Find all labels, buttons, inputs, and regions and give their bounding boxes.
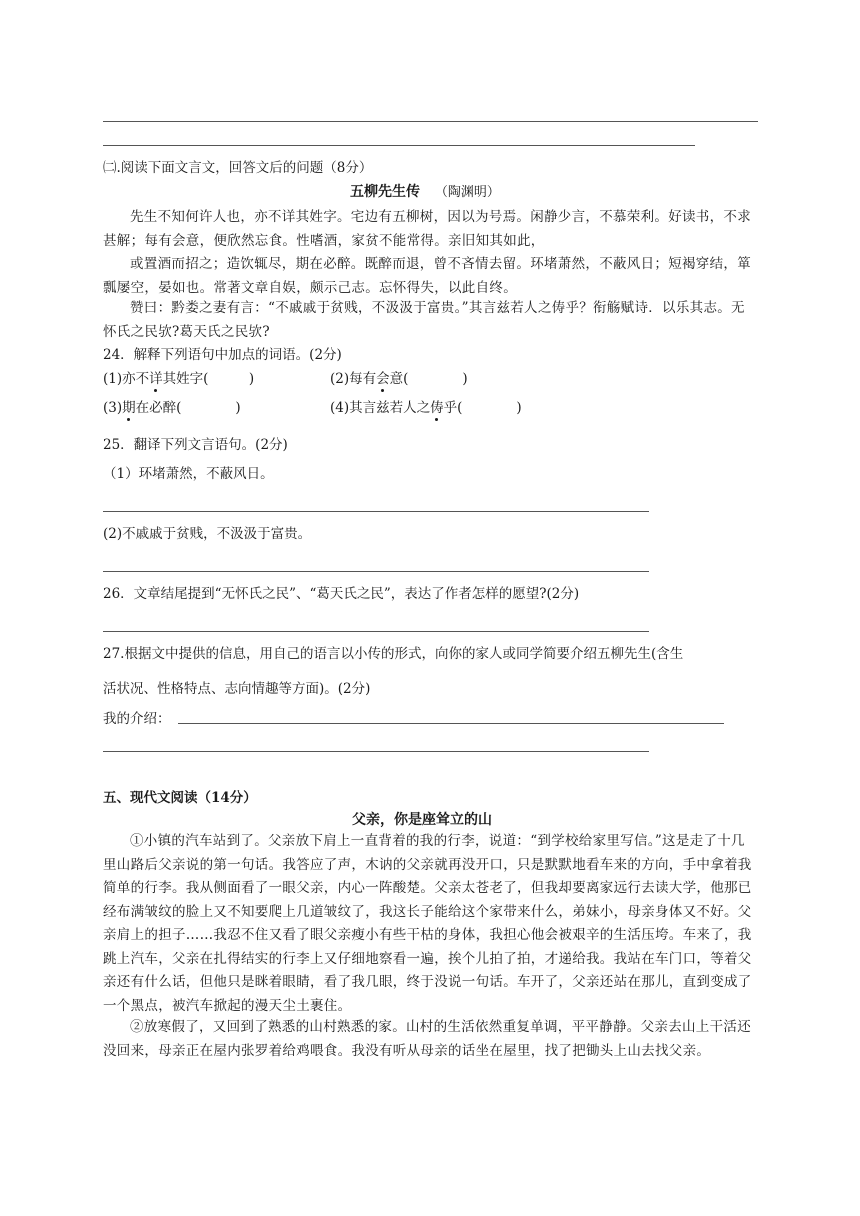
answer-line [103, 511, 649, 512]
question-25-stem: 25．翻译下列文言语句。(2分) [103, 437, 288, 453]
q24-item-1-pre: (1)亦不 [103, 371, 150, 387]
section-heading: ㈡.阅读下面文言文，回答文后的问题（8分） [103, 160, 373, 176]
answer-line [103, 145, 695, 146]
q24-item-4 [330, 400, 522, 416]
answer-line [178, 723, 724, 724]
section-heading: 五、现代文阅读（14分） [103, 790, 257, 806]
q24-item-3 [103, 400, 241, 416]
q24-item-2 [330, 371, 468, 387]
q24-item-4-dotted: 俦 [430, 400, 444, 416]
answer-line [103, 571, 649, 572]
passage-paragraph: 赞曰：黔娄之妻有言：“不戚戚于贫贱，不汲汲于富贵。”其言兹若人之俦乎？衔觞赋诗．以乐其志。无怀氏之民欤?葛天氏之民欤? [103, 300, 745, 340]
q24-item-2-pre: (2)每有 [330, 371, 377, 387]
passage-title: 父亲，你是座耸立的山 [352, 812, 492, 828]
answer-line [103, 631, 649, 632]
question-26-stem: 26．文章结尾提到“无怀氏之民”、“葛天氏之民”，表达了作者怎样的愿望?(2分) [103, 586, 580, 602]
answer-line [103, 751, 649, 752]
my-intro-label: 我的介绍： [103, 711, 171, 727]
q24-item-3-dotted: 期 [122, 400, 136, 416]
passage-title [350, 181, 500, 201]
q24-item-2-dotted: 会 [376, 371, 390, 387]
passage-paragraph: ①小镇的汽车站到了。父亲放下肩上一直背着的我的行李，说道：“到学校给家里写信。”这是走了十几里山路后父亲说的第一句话。我答应了声，木讷的父亲就再没开口，只是默默地看车来的方向，手中拿着我简单的行李。我从侧面看了一眼父亲，内心一阵酸楚。父亲太苍老了，但我却要离家远行去读大学，他那已经布满皱纹的脸上又不知要爬上几道皱纹了，我这长子能给这个家带来什么，弟妹小，母亲身体又不好。父亲肩上的担子……我忍不住又看了眼父亲瘦小有些干枯的身体，我担心他会被艰辛的生活压垮。车来了，我跳上汽车，父亲在扎得结实的行李上又仔细地察看一遍，挨个儿拍了拍，才递给我。我站在车门口，等着父亲还有什么话，但他只是眯着眼睛，看了我几眼，终于没说一句话。车开了，父亲还站在那儿，直到变成了一个黑点，被汽车掀起的漫天尘土裹住。 [103, 833, 752, 1014]
q25-sentence-2: (2)不戚戚于贫贱，不汲汲于富贵。 [103, 526, 312, 542]
q24-item-4-post: 乎( ) [443, 400, 522, 416]
answer-line [103, 121, 758, 122]
q24-item-1 [103, 371, 254, 387]
q24-item-1-post: 其姓字( ) [162, 371, 255, 387]
question-24-stem: 24．解释下列语句中加点的词语。(2分) [103, 347, 342, 363]
passage-title-text: 五柳先生传 [350, 184, 420, 200]
q25-sentence-1: （1）环堵萧然，不蔽风日。 [103, 466, 274, 482]
passage-paragraph: 先生不知何许人也，亦不详其姓字。宅边有五柳树，因以为号焉。闲静少言，不慕荣利。好读书，不求甚解；每有会意，便欣然忘食。性嗜酒，家贫不能常得。亲旧知其如此， [103, 209, 751, 249]
passage-paragraph: ②放寒假了，又回到了熟悉的山村熟悉的家。山村的生活依然重复单调，平平静静。父亲去山上干活还没回来，母亲正在屋内张罗着给鸡喂食。我没有听从母亲的话坐在屋里，找了把锄头上山去找父亲。 [103, 1019, 751, 1059]
passage-paragraph: 或置酒而招之；造饮辄尽，期在必醉。既醉而退，曾不吝情去留。环堵萧然，不蔽风日；短褐穿结，箪瓢屡空，晏如也。常著文章自娱，颇示己志。忘怀得失，以此自终。 [103, 256, 751, 296]
q24-item-4-pre: (4)其言兹若人之 [330, 400, 431, 416]
passage-author: （陶渊明） [434, 185, 500, 200]
q24-item-3-pre: (3) [103, 400, 123, 416]
question-27-stem-line2: 活状况、性格特点、志向情趣等方面)。(2分) [103, 681, 371, 697]
question-27-stem-line1: 27.根据文中提供的信息，用自己的语言以小传的形式，向你的家人或同学简要介绍五柳先生(含生 [103, 646, 684, 662]
q24-item-2-post: 意( ) [389, 371, 468, 387]
q24-item-3-post: 在必醉( ) [135, 400, 241, 416]
q24-item-1-dotted: 详 [149, 371, 163, 387]
